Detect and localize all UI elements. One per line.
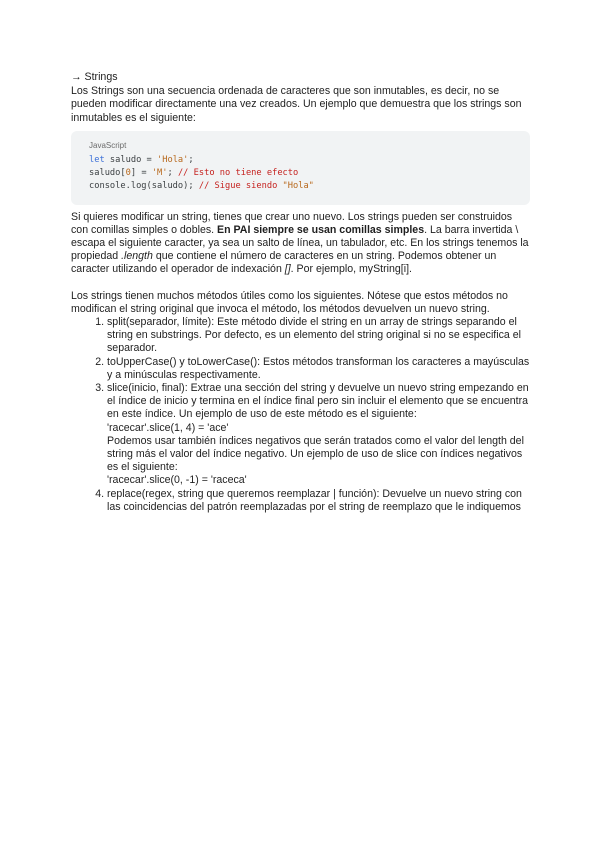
list-item-text: split(separador, límite): Este método divide el string en un array de strings separando el string en substrings. Por defecto, es un elemento del string original si no se especifica el separador.	[107, 316, 521, 355]
code-text: saludo =	[104, 155, 158, 166]
paragraph-gap	[71, 277, 530, 290]
code-block	[71, 131, 530, 205]
code-comment: // Sigue siendo	[198, 181, 283, 192]
list-item	[107, 316, 530, 356]
code-number: 0	[125, 168, 131, 179]
code-text: console.log(saludo);	[89, 181, 199, 192]
slice-negative-explanation: Podemos usar también índices negativos que serán tratados como el valor del length del string más el valor del índice negativo. Un ejemplo de uso de slice con índices negativos es el siguiente:	[107, 434, 524, 474]
code-text: ;	[188, 155, 194, 166]
text-run: . La barra invertida \ escapa el siguiente caracter, ya sea un salto de línea, un tabulador, etc. En los strings tenemos la propiedad	[71, 223, 529, 263]
slice-example-2: 'racecar'.slice(0, -1) = 'raceca'	[107, 474, 247, 487]
code-text: ] =	[130, 168, 152, 179]
strings-explanation-paragraph	[71, 211, 530, 277]
bold-emphasis: En PAI siempre se usan comillas simples	[217, 223, 425, 236]
list-item	[107, 382, 530, 488]
code-text: saludo[	[89, 168, 126, 179]
code-language-label: JavaScript	[89, 140, 127, 150]
code-keyword: let	[89, 155, 105, 166]
text-run: que contiene el número de caracteres en un string. Podemos obtener un caracter utilizando el operador de indexación	[71, 250, 497, 276]
code-line-2	[89, 167, 512, 180]
intro-paragraph: Los Strings son una secuencia ordenada de caracteres que son inmutables, es decir, no se pueden modificar directamente una vez creados. Un ejemplo que demuestra que los strings son inmutables es el siguiente:	[71, 85, 522, 124]
methods-list	[71, 316, 530, 514]
text-run: . Por ejemplo, myString[i].	[290, 263, 412, 276]
list-item-text: slice(inicio, final): Extrae una sección del string y devuelve un nuevo string empezando en el índice de inicio y termina en el índice final pero sin incluir el elemento que se encuentra en este índice. Un ejemplo de uso de este método es el siguiente:	[107, 382, 529, 421]
methods-intro-paragraph: Los strings tienen muchos métodos útiles como los siguientes. Nótese que estos métodos no modifican el string original que invoca el método, los métodos devuelven un nuevo string.	[71, 289, 508, 315]
italic-index-operator: []	[284, 263, 291, 276]
list-item-text: replace(regex, string que queremos reemplazar | función): Devuelve un nuevo string con las coincidencias del patrón reemplazadas por el string de reemplazo que le indiquemos	[107, 487, 522, 513]
section-heading: → Strings	[71, 71, 118, 83]
list-item-text: toUpperCase() y toLowerCase(): Estos métodos transforman los caracteres a mayúsculas y a minúsculas respectivamente.	[107, 355, 530, 381]
text-run: Si quieres modificar un string, tienes que crear uno nuevo. Los strings pueden ser construidos con comillas simples o dobles.	[71, 210, 513, 236]
code-string: 'M'	[151, 168, 168, 179]
list-item	[107, 488, 530, 514]
code-string: "Hola"	[282, 181, 314, 192]
list-item	[107, 356, 530, 382]
code-line-3	[89, 180, 512, 193]
italic-length-property: .length	[121, 250, 153, 263]
code-line-1	[89, 154, 512, 167]
code-text: ;	[167, 168, 178, 179]
slice-example-1: 'racecar'.slice(1, 4) = 'ace'	[107, 421, 229, 434]
code-comment: // Esto no tiene efecto	[177, 168, 299, 179]
code-string: 'Hola'	[157, 155, 189, 166]
